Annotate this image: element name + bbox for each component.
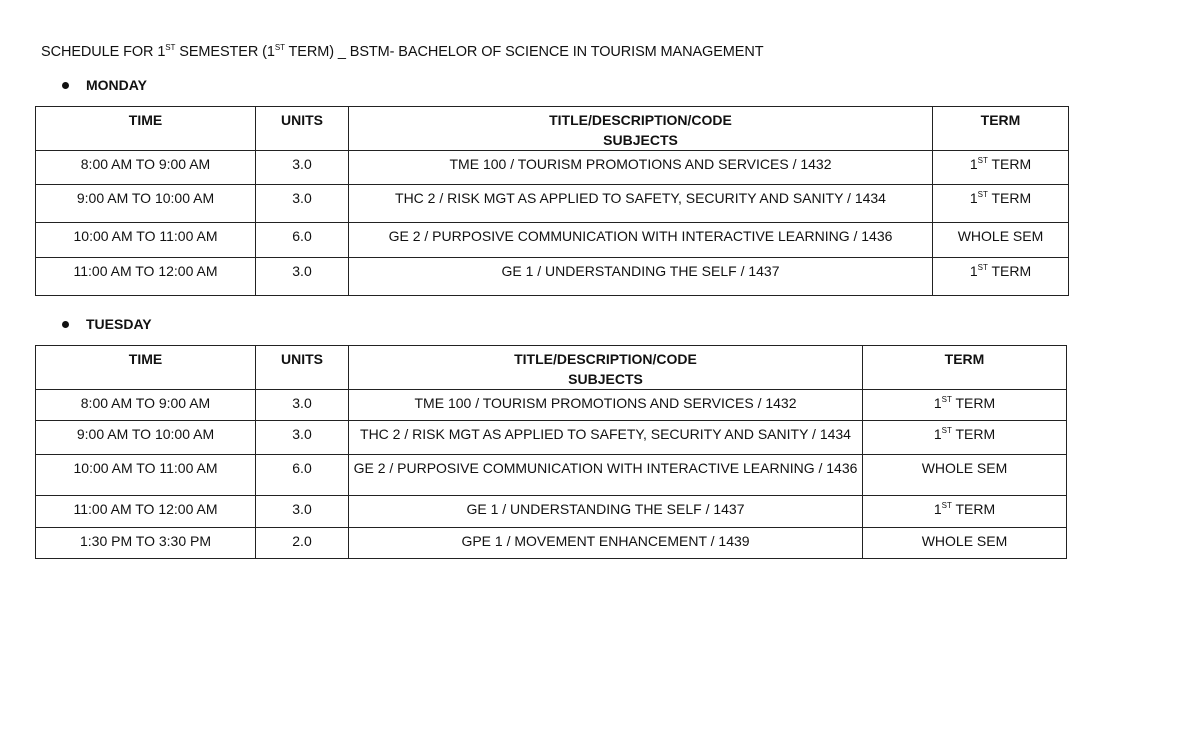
header-term: TERM (933, 107, 1069, 151)
table-row (36, 390, 1067, 421)
units-cell: 3.0 (256, 151, 349, 185)
bullet-icon (62, 82, 69, 89)
units-cell: 3.0 (256, 258, 349, 296)
term-cell: 1ST TERM (863, 496, 1067, 528)
units-cell: 6.0 (256, 455, 349, 496)
table-row (36, 185, 1069, 223)
header-title: TITLE/DESCRIPTION/CODE SUBJECTS (349, 346, 863, 390)
term-cell: WHOLE SEM (933, 223, 1069, 258)
document-title: SCHEDULE FOR 1ST SEMESTER (1ST TERM) _ BSTM- BACHELOR OF SCIENCE IN TOURISM MANAGEMENT (41, 43, 764, 60)
table-row (36, 258, 1069, 296)
table-header-row (36, 346, 1067, 390)
day-heading-monday: MONDAY (62, 77, 147, 93)
time-cell: 10:00 AM TO 11:00 AM (36, 223, 256, 258)
term-cell: WHOLE SEM (863, 455, 1067, 496)
table-row (36, 151, 1069, 185)
time-cell: 9:00 AM TO 10:00 AM (36, 421, 256, 455)
subject-cell: GPE 1 / MOVEMENT ENHANCEMENT / 1439 (349, 528, 863, 559)
time-cell: 8:00 AM TO 9:00 AM (36, 390, 256, 421)
table-row (36, 223, 1069, 258)
subject-cell: THC 2 / RISK MGT AS APPLIED TO SAFETY, SECURITY AND SANITY / 1434 (349, 185, 933, 223)
subject-cell: TME 100 / TOURISM PROMOTIONS AND SERVICES / 1432 (349, 390, 863, 421)
units-cell: 2.0 (256, 528, 349, 559)
units-cell: 6.0 (256, 223, 349, 258)
day-heading-tuesday: TUESDAY (62, 316, 152, 332)
units-cell: 3.0 (256, 390, 349, 421)
subject-cell: THC 2 / RISK MGT AS APPLIED TO SAFETY, SECURITY AND SANITY / 1434 (349, 421, 863, 455)
bullet-icon (62, 321, 69, 328)
term-cell: 1ST TERM (933, 185, 1069, 223)
header-time: TIME (36, 346, 256, 390)
header-units: UNITS (256, 346, 349, 390)
header-units: UNITS (256, 107, 349, 151)
monday-rows (36, 151, 1069, 296)
subject-cell: GE 2 / PURPOSIVE COMMUNICATION WITH INTERACTIVE LEARNING / 1436 (349, 223, 933, 258)
term-cell: 1ST TERM (863, 421, 1067, 455)
table-row (36, 455, 1067, 496)
header-title: TITLE/DESCRIPTION/CODE SUBJECTS (349, 107, 933, 151)
time-cell: 1:30 PM TO 3:30 PM (36, 528, 256, 559)
subject-cell: GE 1 / UNDERSTANDING THE SELF / 1437 (349, 496, 863, 528)
table-row (36, 421, 1067, 455)
term-cell: 1ST TERM (863, 390, 1067, 421)
table-header-row (36, 107, 1069, 151)
header-time: TIME (36, 107, 256, 151)
tuesday-schedule-table (35, 345, 1067, 559)
term-cell: 1ST TERM (933, 258, 1069, 296)
term-cell: 1ST TERM (933, 151, 1069, 185)
units-cell: 3.0 (256, 185, 349, 223)
table-row (36, 528, 1067, 559)
term-cell: WHOLE SEM (863, 528, 1067, 559)
time-cell: 8:00 AM TO 9:00 AM (36, 151, 256, 185)
subject-cell: GE 2 / PURPOSIVE COMMUNICATION WITH INTERACTIVE LEARNING / 1436 (349, 455, 863, 496)
header-term: TERM (863, 346, 1067, 390)
time-cell: 11:00 AM TO 12:00 AM (36, 496, 256, 528)
subject-cell: GE 1 / UNDERSTANDING THE SELF / 1437 (349, 258, 933, 296)
time-cell: 10:00 AM TO 11:00 AM (36, 455, 256, 496)
subject-cell: TME 100 / TOURISM PROMOTIONS AND SERVICES / 1432 (349, 151, 933, 185)
units-cell: 3.0 (256, 421, 349, 455)
units-cell: 3.0 (256, 496, 349, 528)
table-row (36, 496, 1067, 528)
tuesday-rows (36, 390, 1067, 559)
monday-schedule-table (35, 106, 1069, 296)
time-cell: 9:00 AM TO 10:00 AM (36, 185, 256, 223)
time-cell: 11:00 AM TO 12:00 AM (36, 258, 256, 296)
